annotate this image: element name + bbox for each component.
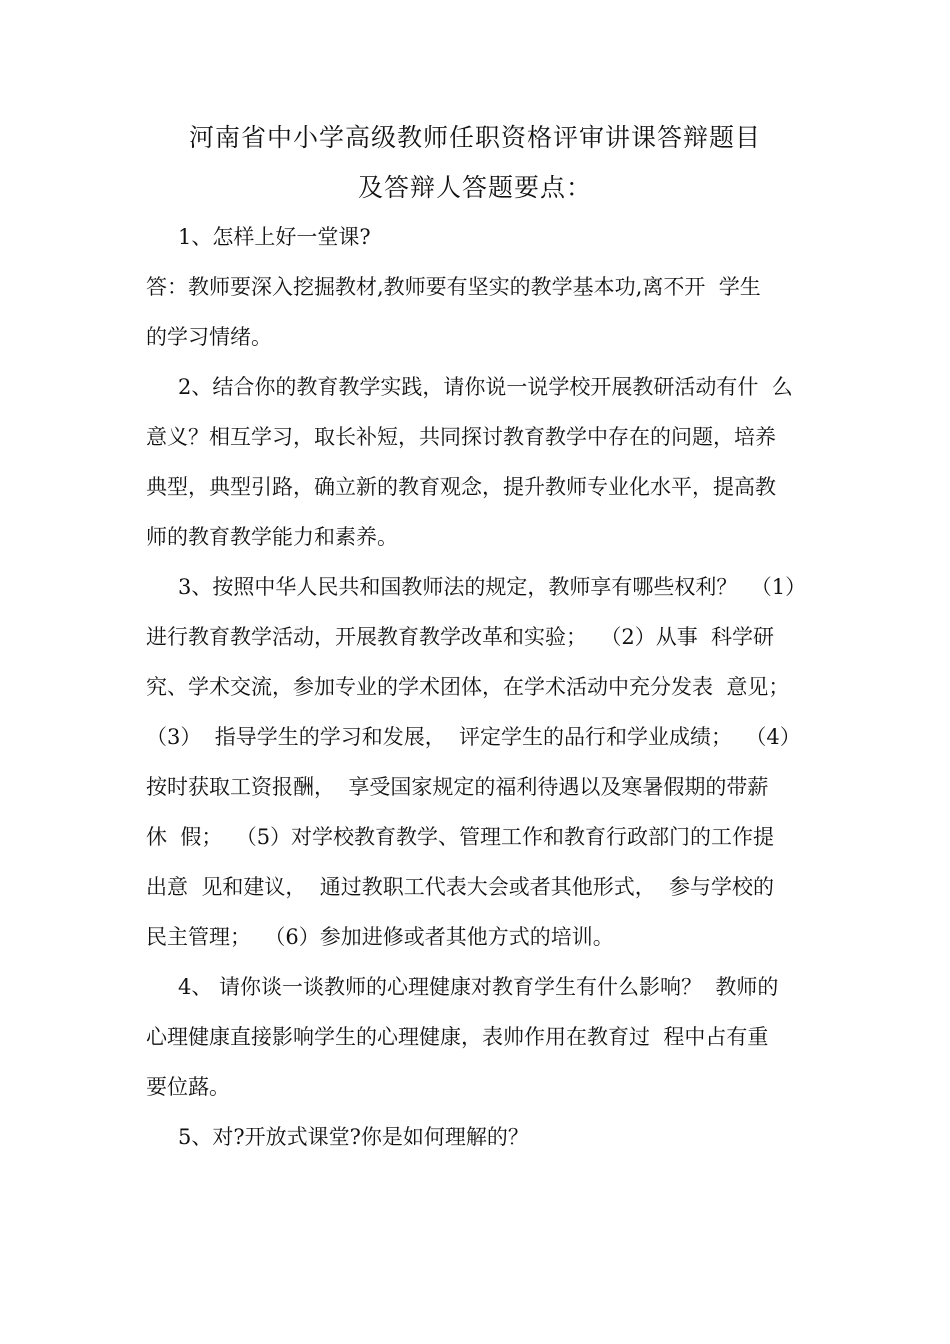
question-4: 4、 请你谈一谈教师的心理健康对教育学生有什么影响？ 教师的 (178, 975, 779, 999)
question-2: 2、结合你的教育教学实践，请你说一说学校开展教研活动有什 么 (178, 375, 793, 399)
answer-3-line: 究、学术交流，参加专业的学术团体，在学术活动中充分发表 意见； (146, 675, 790, 699)
answer-4-line: 要位蕗。 (146, 1075, 230, 1099)
answer-1-line: 的学习情绪。 (146, 325, 272, 349)
answer-3-line: 按时获取工资报酬， 享受国家规定的福利待遇以及寒暑假期的带薪 (146, 775, 769, 799)
document-title: 河南省中小学高级教师任职资格评审讲课答辩题目 (188, 123, 761, 152)
answer-3-line: 休 假； （5）对学校教育教学、管理工作和教育行政部门的工作提 (146, 825, 775, 849)
answer-2-line: 师的教育教学能力和素养。 (146, 525, 398, 549)
question-5: 5、对?开放式课堂?你是如何理解的？ (178, 1125, 529, 1149)
answer-3-line: 民主管理； （6）参加进修或者其他方式的培训。 (146, 925, 614, 949)
answer-4-line: 心理健康直接影响学生的心理健康，表帅作用在教育过 程中占有重 (146, 1025, 769, 1049)
question-1: 1、怎样上好一堂课? (178, 225, 371, 249)
document-subtitle: 及答辩人答题要点： (357, 173, 592, 202)
question-3: 3、按照中华人民共和国教师法的规定，教师享有哪些权利？ （1） (178, 575, 807, 599)
answer-3-line: 出意 见和建议， 通过教职工代表大会或者其他形式， 参与学校的 (146, 875, 775, 899)
answer-1-line: 答：教师要深入挖掘教材,教师要有坚实的教学基本功,离不开 学生 (146, 275, 761, 299)
answer-2-line: 典型，典型引路，确立新的教育观念，提升教师专业化水平，提高教 (146, 475, 776, 499)
answer-2-line: 意义？相互学习，取长补短，共同探讨教育教学中存在的问题，培养 (146, 425, 776, 449)
answer-3-line: 进行教育教学活动，开展教育教学改革和实验； （2）从事 科学研 (146, 625, 775, 649)
answer-3-line: （3） 指导学生的学习和发展， 评定学生的品行和学业成绩； （4） (146, 725, 801, 749)
